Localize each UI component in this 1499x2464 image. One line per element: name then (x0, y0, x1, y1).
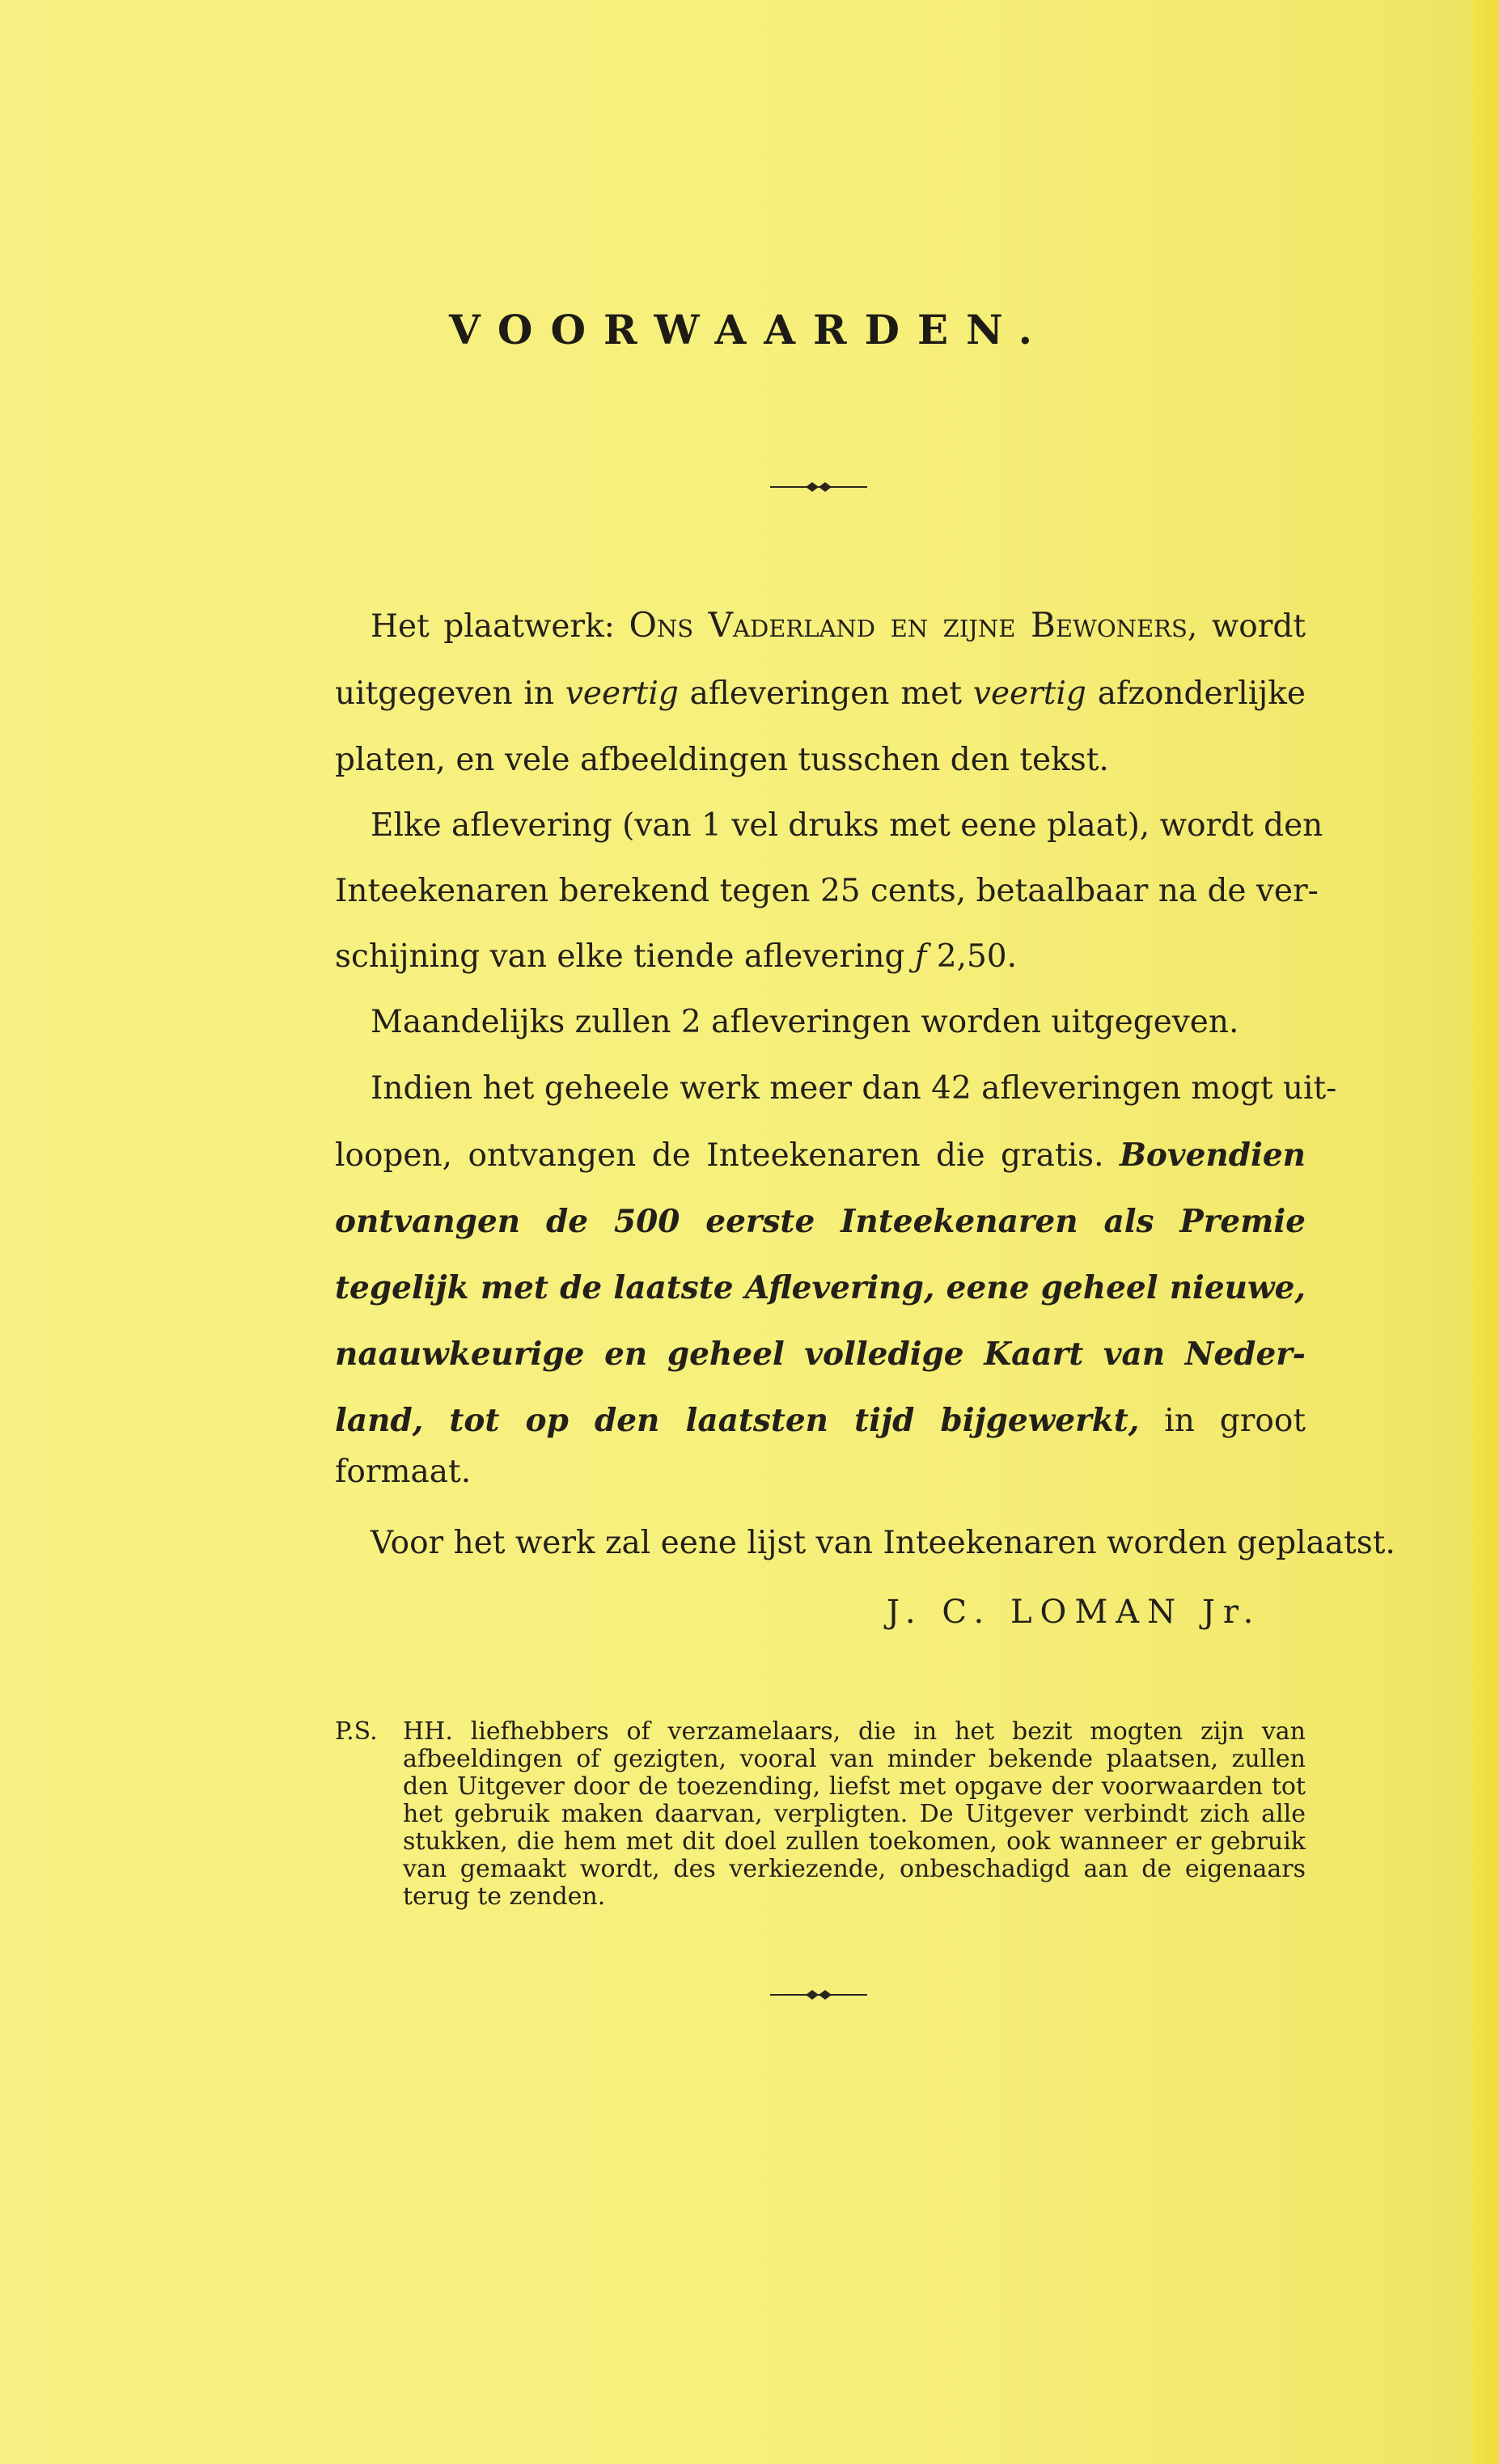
text-line: ontvangen de 500 eerste Inteekenaren als Premie (335, 1203, 1306, 1240)
page-title: VOORWAARDEN. (449, 306, 1050, 354)
text-line: schijning van elke tiende aflevering ƒ 2,50. (335, 938, 1017, 975)
text-line: Elke aflevering (van 1 vel druks met eene plaat), wordt den (371, 807, 1323, 844)
postscript-text: HH. liefhebbers of verzamelaars, die in het bezit mogten zijn van afbeeldingen of gezigten, vooral van minder bekende plaatsen, zullen den Uitgever door de toezending, liefst met opgave der voorwaarden tot het gebruik maken daarvan, verpligten. De Uitgever verbindt zich alle stukken, die hem met dit doel zullen toekomen, ook wanneer er gebruik van gemaakt wordt, des verkiezende, onbeschadigd aan de eigenaars terug te zenden. (403, 1717, 1306, 1911)
text-line: loopen, ontvangen de Inteekenaren die gratis. Bovendien (335, 1137, 1306, 1174)
text-line: Het plaatwerk: Ons Vaderland en zijne Bewoners, wordt (371, 605, 1306, 645)
text-line: Inteekenaren berekend tegen 25 cents, betaalbaar na de ver- (335, 873, 1319, 909)
text-line: naauwkeurige en geheel volledige Kaart van Neder- (335, 1336, 1306, 1373)
signature: J. C. LOMAN Jr. (887, 1594, 1262, 1631)
work-title: Ons Vaderland en zijne Bewoners (629, 605, 1188, 645)
text-line: formaat. (335, 1454, 472, 1490)
text-line: Voor het werk zal eene lijst van Inteekenaren worden geplaatst. (371, 1525, 1395, 1561)
postscript-label: P.S. (335, 1717, 378, 1746)
postscript (335, 1718, 1306, 1911)
text-line: land, tot op den laatsten tijd bijgewerkt, in groot (335, 1402, 1306, 1439)
page-edge (1471, 0, 1499, 2464)
text-line: Indien het geheele werk meer dan 42 afleveringen mogt uit- (371, 1070, 1337, 1107)
text-line: platen, en vele afbeeldingen tusschen den tekst. (335, 742, 1109, 778)
ornament-divider-bottom (770, 1987, 867, 2003)
text-line: uitgegeven in veertig afleveringen met veertig afzonderlijke (335, 675, 1306, 712)
ornament-divider-top (770, 479, 867, 495)
text-line: tegelijk met de laatste Aflevering, eene geheel nieuwe, (335, 1269, 1306, 1306)
text-line: Maandelijks zullen 2 afleveringen worden uitgegeven. (371, 1004, 1239, 1040)
